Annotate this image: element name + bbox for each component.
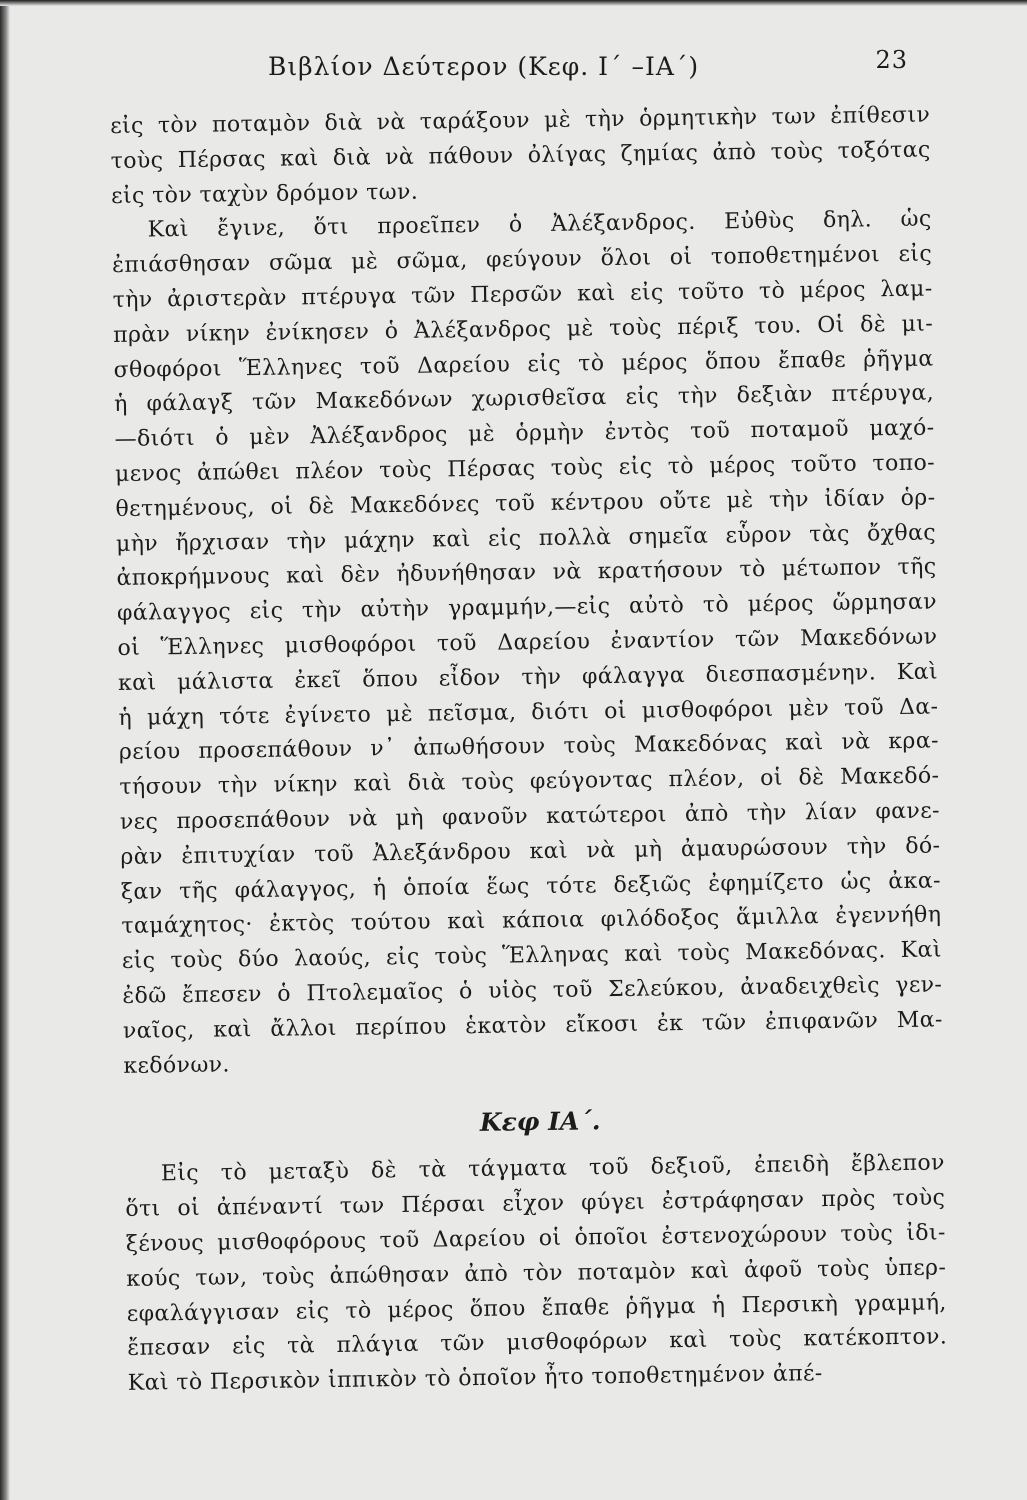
text-line: οἱ Ἕλληνες μισθοφόροι τοῦ Δαρείου ἐναντίον τῶν Μακεδόνων [117,624,938,661]
text-line: σθοφόροι Ἕλληνες τοῦ Δαρείου εἰς τὸ μέρος ὅπου ἔπαθε ῥῆγμα [113,346,934,383]
text-line: τήσουν τὴν νίκην καὶ διὰ τοὺς φεύγοντας πλέον, οἱ δὲ Μακεδό- [119,763,940,801]
page-number: 23 [875,46,908,74]
text-line: ξένους μισθοφόρους τοῦ Δαρείου οἱ ὁποῖοι ἐστενοχώρουν τοὺς ἰδι- [125,1220,946,1257]
text-line: μενος ἀπώθει πλέον τοὺς Πέρσας τοὺς εἰς τὸ μέρος τοῦτο τοπο- [114,450,936,487]
text-line: ἡ φάλαγξ τῶν Μακεδόνων χωρισθεῖσα εἰς τὴν δεξιὰν πτέρυγα, [113,380,935,418]
text-line: ἐπιάσθησαν σῶμα μὲ σῶμα, φεύγουν ὅλοι οἱ τοποθετημένοι εἰς [111,241,933,279]
text-line: ναῖος, καὶ ἄλλοι περίπου ἑκατὸν εἴκοσι ἐκ τῶν ἐπιφανῶν Μα- [122,1007,943,1044]
text-line: —διότι ὁ μὲν Ἀλέξανδρος μὲ ὁρμὴν ἐντὸς τοῦ ποταμοῦ μαχό- [114,415,935,453]
text-line: Καὶ ἔγινε, ὅτι προεῖπεν ὁ Ἀλέξανδρος. Εὐθὺς δηλ. ὡς [147,206,932,243]
text-line: τοὺς Πέρσας καὶ διὰ νὰ πάθουν ὀλίγας ζημίας ἀπὸ τοὺς τοξότας [110,137,931,174]
body-text [110,99,948,1402]
text-line: πρὰν νίκην ἐνίκησεν ὁ Ἀλέξανδρος μὲ τοὺς πέριξ του. Οἱ δὲ μι- [112,311,934,348]
text-line: εἰς τὸν ποταμὸν διὰ νὰ ταράξουν μὲ τὴν ὁρμητικὴν των ἐπίθεσιν [110,102,931,139]
chapter-heading: Κεφ ΙΑ΄. [479,1106,601,1138]
text-line: εφαλάγγισαν εἰς τὸ μέρος ὅπου ἔπαθε ῥῆγμα ἡ Περσικὴ γραμμή, [126,1289,947,1327]
paragraph-continuation [110,99,944,1085]
text-line: ρείου προσεπάθουν ν᾿ ἀπωθήσουν τοὺς Μακεδόνας καὶ νὰ κρα- [118,728,940,766]
text-line: ἐδῶ ἔπεσεν ὁ Πτολεμαῖος ὁ υἱὸς τοῦ Σελεύκου, ἀναδειχθεὶς γεν- [122,972,943,1009]
page-edge-shadow [0,0,10,1500]
text-line: εἰς τὸν ταχὺν δρόμον των. [111,179,419,209]
text-line: φάλαγγος εἰς τὴν αὐτὴν γραμμήν,—εἰς αὐτὸ τὸ μέρος ὥρμησαν [116,589,938,627]
text-line: τὴν ἀριστερὰν πτέρυγα τῶν Περσῶν καὶ εἰς τοῦτο τὸ μέρος λαμ- [112,276,933,313]
text-line: Καὶ τὸ Περσικὸν ἱππικὸν τὸ ὁποῖον ἦτο τοποθετημένον ἀπέ- [127,1361,823,1396]
text-line: νες προσεπάθουν νὰ μὴ φανοῦν κατώτεροι ἀπὸ τὴν λίαν φανε- [119,798,941,835]
text-line: κούς των, τοὺς ἀπώθησαν ἀπὸ τὸν ποταμὸν καὶ ἀφοῦ τοὺς ὑπερ- [126,1255,947,1292]
text-line: καὶ μάλιστα ἐκεῖ ὅπου εἶδον τὴν φάλαγγα διεσπασμένην. Καὶ [117,659,939,696]
text-line: ἡ μάχη τότε ἐγίνετο μὲ πεῖσμα, διότι οἱ μισθοφόροι μὲν τοῦ Δα- [118,694,939,731]
text-line: ξαν τῆς φάλαγγος, ἡ ὁποία ἕως τότε δεξιῶς ἐφημίζετο ὡς ἀκα- [120,868,942,905]
text-line: θετημένους, οἱ δὲ Μακεδόνες τοῦ κέντρου οὔτε μὲ τὴν ἰδίαν ὁρ- [115,485,936,522]
page-header [268,46,908,92]
text-line: ἀποκρήμνους καὶ δὲν ἠδυνήθησαν νὰ κρατήσουν τὸ μέτωπον τῆς [116,554,937,592]
text-line: ταμάχητος· ἐκτὸς τούτου καὶ κάποια φιλόδοξος ἅμιλλα ἐγεννήθη [121,902,942,940]
text-line: μὴν ἤρχισαν τὴν μάχην καὶ εἰς πολλὰ σημεῖα εὗρον τὰς ὄχθας [115,520,937,557]
text-line: Εἰς τὸ μεταξὺ δὲ τὰ τάγματα τοῦ δεξιοῦ, ἐπειδὴ ἔβλεπον [160,1150,945,1187]
text-line: κεδόνων. [123,1051,231,1079]
text-line: εἰς τοὺς δύο λαούς, εἰς τοὺς Ἕλληνας καὶ τοὺς Μακεδόνας. Καὶ [121,937,942,975]
chapter-paragraph [125,1147,948,1402]
page-top-shadow [0,0,1027,6]
text-line: ὅτι οἱ ἀπέναντί των Πέρσαι εἶχον φύγει ἐστράφησαν πρὸς τοὺς [125,1185,946,1223]
running-title: Βιβλίον Δεύτερον (Κεφ. Ι΄ –ΙΑ΄) [268,52,700,81]
text-line: ρὰν ἐπιτυχίαν τοῦ Ἀλεξάνδρου καὶ νὰ μὴ ἀμαυρώσουν τὴν δό- [120,833,941,870]
text-line: ἔπεσαν εἰς τὰ πλάγια τῶν μισθοφόρων καὶ τοὺς κατέκοπτον. [127,1324,948,1362]
